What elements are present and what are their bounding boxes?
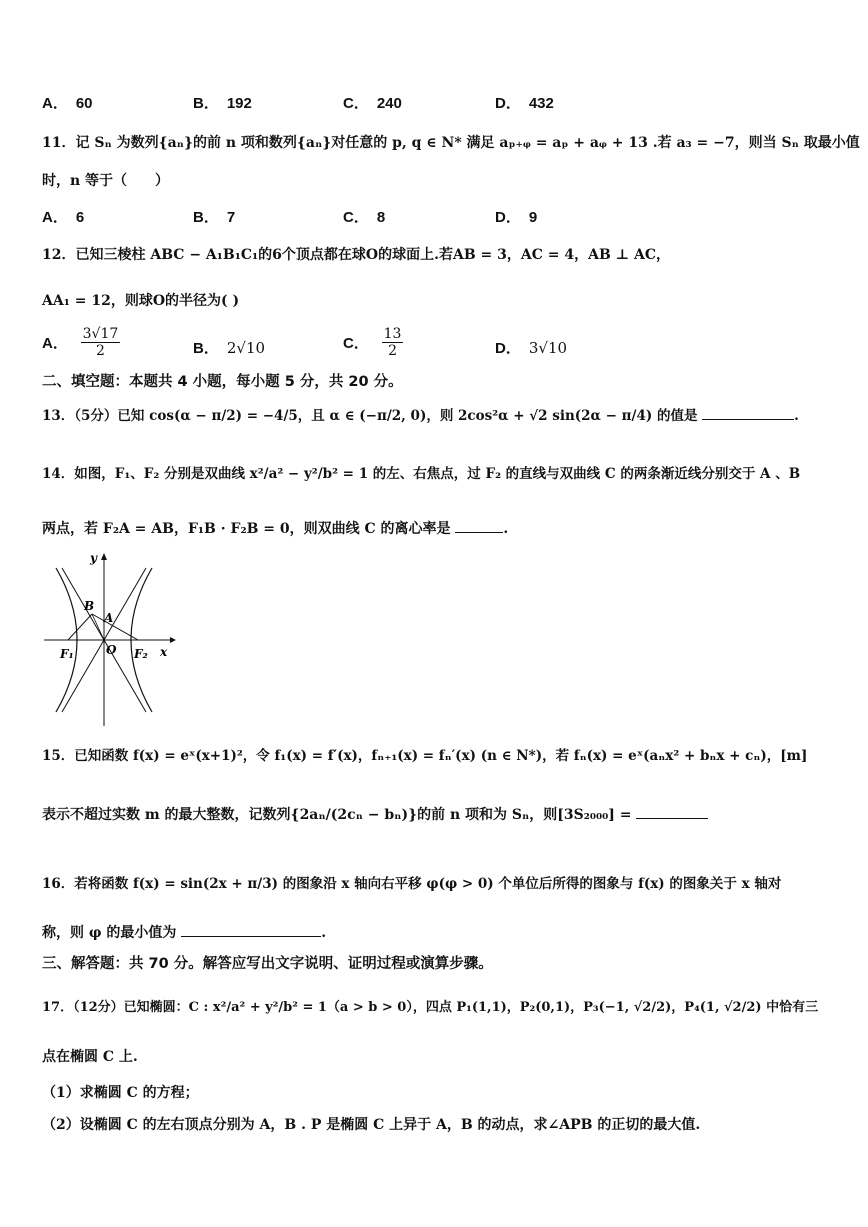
label-b: B — [84, 599, 95, 613]
q17-part2: （2）设椭圆 C 的左右顶点分别为 A，B . P 是椭圆 C 上异于 A，B 的动点，求∠APB 的正切的最大值. — [42, 1117, 701, 1133]
q10-option-a[interactable] — [42, 92, 93, 113]
q16-period: . — [321, 925, 327, 941]
label-f1: F₁ — [60, 647, 74, 661]
q12-option-b[interactable] — [193, 337, 265, 358]
q13-stem — [42, 404, 799, 424]
option-value: 192 — [226, 95, 252, 112]
label-x: x — [160, 645, 168, 659]
fraction-denominator: 2 — [95, 343, 105, 359]
q15-text: 表示不超过实数 m 的最大整数，记数列{2aₙ/(2cₙ − bₙ)}的前 n 项和为 Sₙ，则[3S₂₀₀₀] = — [42, 807, 632, 823]
option-value: 3√10 — [528, 339, 568, 357]
option-value: 2√10 — [226, 339, 266, 357]
section-heading-fill-in: 二、填空题：本题共 4 小题，每小题 5 分，共 20 分。 — [42, 374, 403, 390]
option-fraction — [81, 326, 121, 359]
option-label: D． — [495, 95, 521, 112]
x-axis-arrow — [170, 637, 176, 643]
label-y: y — [90, 551, 97, 565]
option-value: 6 — [75, 209, 85, 226]
option-fraction — [382, 326, 404, 359]
q17-part1: （1）求椭圆 C 的方程； — [42, 1085, 199, 1101]
q15-answer-blank[interactable] — [636, 804, 708, 819]
q10-option-d[interactable] — [495, 92, 554, 113]
option-label: D． — [495, 340, 521, 357]
q11-option-a[interactable] — [42, 206, 84, 227]
q14-period: . — [503, 521, 509, 537]
label-a: A — [104, 611, 114, 625]
q16-stem-line2 — [42, 922, 326, 942]
q12-option-d[interactable] — [495, 337, 567, 358]
option-label: A． — [42, 335, 68, 352]
fraction-numerator: 3√17 — [82, 326, 119, 342]
q12-stem-line2: AA₁ = 12，则球O的半径为( ) — [42, 293, 240, 309]
q11-option-c[interactable] — [343, 206, 385, 227]
q14-answer-blank[interactable] — [455, 518, 503, 533]
q11-option-d[interactable] — [495, 206, 537, 227]
option-value: 9 — [528, 209, 538, 226]
option-value: 60 — [75, 95, 93, 112]
q11-stem-line1: 11．记 Sₙ 为数列{aₙ}的前 n 项和数列{aₙ}对任意的 p, q ∈ N* 满足 aₚ₊ᵩ = aₚ + aᵩ + 13 .若 a₃ = −7，则当 Sₙ 取最小值 — [42, 135, 860, 151]
option-value: 8 — [376, 209, 386, 226]
hyperbola-figure — [42, 548, 182, 730]
q16-stem-line1: 16．若将函数 f(x) = sin(2x + π/3) 的图象沿 x 轴向右平移 φ(φ > 0) 个单位后所得的图象与 f(x) 的图象关于 x 轴对 — [42, 876, 782, 892]
q15-stem-line2 — [42, 804, 708, 824]
option-label: C． — [343, 95, 369, 112]
q13-period: . — [794, 408, 799, 424]
q16-answer-blank[interactable] — [181, 922, 321, 937]
option-label: B． — [193, 95, 219, 112]
q13-answer-blank[interactable] — [702, 405, 794, 420]
q17-stem-line1: 17．（12分）已知椭圆：C : x²/a² + y²/b² = 1（a > b > 0），四点 P₁(1,1)，P₂(0,1)，P₃(−1, √2/2)，P₄(1, √2/2) 中恰有三 — [42, 1000, 819, 1015]
q10-option-c[interactable] — [343, 92, 402, 113]
label-f2: F₂ — [134, 647, 148, 661]
fraction-numerator: 13 — [383, 326, 402, 342]
q12-option-a[interactable] — [42, 326, 120, 359]
option-label: A． — [42, 95, 68, 112]
q14-text: 两点，若 F₂A = AB，F₁B · F₂B = 0，则双曲线 C 的离心率是 — [42, 521, 451, 537]
q11-stem-line2: 时，n 等于（ ） — [42, 173, 170, 189]
option-label: C． — [343, 335, 369, 352]
segment-f1-b — [68, 614, 92, 640]
q15-stem-line1: 15．已知函数 f(x) = eˣ(x+1)²，令 f₁(x) = f′(x)，fₙ₊₁(x) = fₙ′(x) (n ∈ N*)，若 fₙ(x) = eˣ(aₙx² + bₙx + cₙ)，[m] — [42, 748, 808, 764]
q14-stem-line2 — [42, 518, 508, 538]
q11-option-b[interactable] — [193, 206, 235, 227]
q16-text: 称，则 φ 的最小值为 — [42, 925, 177, 941]
option-value: 432 — [528, 95, 554, 112]
option-label: D． — [495, 209, 521, 226]
q14-stem-line1: 14．如图，F₁、F₂ 分别是双曲线 x²/a² − y²/b² = 1 的左、右焦点，过 F₂ 的直线与双曲线 C 的两条渐近线分别交于 A 、B — [42, 466, 801, 482]
fraction-denominator: 2 — [388, 343, 397, 359]
option-label: B． — [193, 340, 219, 357]
option-label: C． — [343, 209, 369, 226]
option-value: 240 — [376, 95, 402, 112]
q12-stem-line1: 12．已知三棱柱 ABC − A₁B₁C₁的6个顶点都在球O的球面上.若AB = 3，AC = 4，AB ⊥ AC， — [42, 247, 671, 263]
q10-option-b[interactable] — [193, 92, 252, 113]
q17-stem-line2: 点在椭圆 C 上. — [42, 1049, 138, 1065]
q12-option-c[interactable] — [343, 326, 403, 359]
y-axis-arrow — [101, 553, 107, 560]
q13-text: 13．（5分）已知 cos(α − π/2) = −4/5，且 α ∈ (−π/2, 0)，则 2cos²α + √2 sin(2α − π/4) 的值是 — [42, 408, 698, 424]
option-label: B． — [193, 209, 219, 226]
label-o: O — [106, 643, 117, 657]
section-heading-solutions: 三、解答题：共 70 分。解答应写出文字说明、证明过程或演算步骤。 — [42, 956, 493, 972]
hyperbola-diagram — [42, 548, 182, 730]
option-label: A． — [42, 209, 68, 226]
option-value: 7 — [226, 209, 236, 226]
